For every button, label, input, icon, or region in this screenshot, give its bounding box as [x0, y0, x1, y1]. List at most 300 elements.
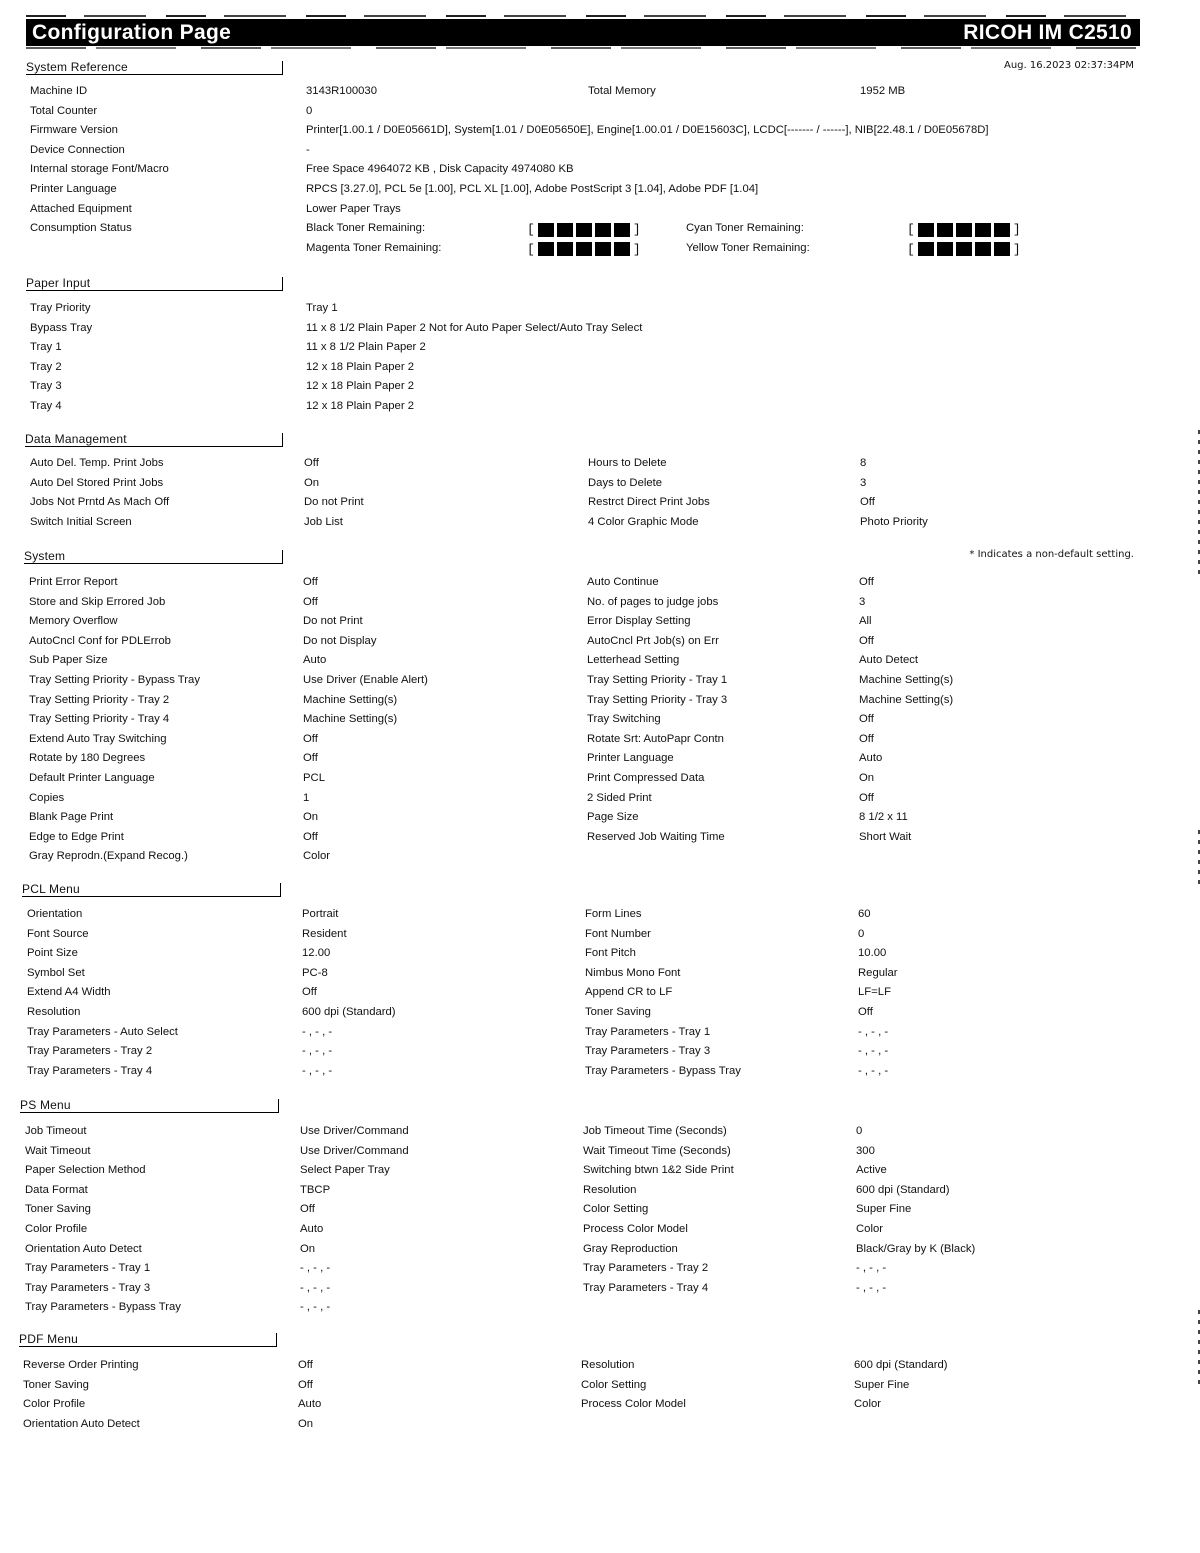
setting-name-2: Page Size	[587, 811, 639, 824]
rows-data-management	[0, 457, 1200, 535]
section-tick	[276, 1333, 277, 1347]
settings-row	[0, 516, 1200, 536]
setting-name: Toner Saving	[23, 1378, 89, 1391]
setting-value: Color	[303, 850, 330, 863]
settings-row	[0, 615, 1200, 635]
setting-value-2: Color	[856, 1222, 883, 1235]
setting-value: Machine Setting(s)	[303, 713, 398, 726]
setting-name-2: Letterhead Setting	[587, 654, 680, 667]
setting-value-2: Off	[859, 732, 874, 745]
section-title: Paper Input	[26, 276, 91, 290]
setting-name: Tray Parameters - Tray 1	[25, 1262, 151, 1275]
setting-name-2: Days to Delete	[588, 476, 663, 489]
toner-level-block	[937, 242, 953, 256]
settings-row	[0, 713, 1200, 733]
setting-value: Lower Paper Trays	[306, 202, 401, 215]
section-underline	[24, 563, 282, 564]
setting-name-2: Color Setting	[581, 1378, 647, 1391]
settings-row	[0, 1184, 1200, 1204]
section-underline	[25, 446, 282, 447]
setting-name-2: 4 Color Graphic Mode	[588, 515, 699, 528]
settings-row	[0, 105, 1200, 125]
settings-row	[0, 85, 1200, 105]
setting-value: 11 x 8 1/2 Plain Paper 2	[306, 341, 426, 354]
setting-value: Resident	[302, 927, 347, 940]
setting-name: Total Counter	[30, 104, 98, 117]
section-system-reference	[0, 58, 1200, 261]
rows-paper-input	[0, 302, 1200, 420]
settings-row	[0, 1282, 1200, 1302]
setting-value: - , - , -	[302, 1045, 333, 1058]
setting-value: On	[303, 811, 319, 824]
scan-artifact-top	[26, 15, 1140, 17]
settings-row	[0, 831, 1200, 851]
yellow-toner-label: Yellow Toner Remaining:	[686, 241, 810, 254]
setting-value: Do not Print	[303, 615, 363, 628]
setting-name-2: Reserved Job Waiting Time	[587, 830, 725, 843]
settings-row	[0, 144, 1200, 164]
gauge-bracket-close: ]	[1012, 241, 1021, 257]
section-tick	[282, 61, 283, 75]
setting-value: Off	[303, 595, 318, 608]
settings-row	[0, 457, 1200, 477]
setting-name: Gray Reprodn.(Expand Recog.)	[29, 850, 188, 863]
setting-value: - , - , -	[300, 1281, 331, 1294]
setting-name-2: No. of pages to judge jobs	[587, 595, 719, 608]
setting-name: Tray Setting Priority - Bypass Tray	[29, 673, 200, 686]
setting-name: Tray Parameters - Tray 3	[25, 1281, 151, 1294]
gauge-bracket-open: [	[907, 241, 915, 257]
setting-name-2: Printer Language	[587, 752, 674, 765]
setting-name: Auto Del Stored Print Jobs	[30, 476, 164, 489]
setting-value: RPCS [3.27.0], PCL 5e [1.00], PCL XL [1.00], Adobe PostScript 3 [1.04], Adobe PDF [1.04]	[306, 182, 759, 195]
section-ps-menu	[0, 1096, 1200, 1321]
setting-value-2: On	[859, 771, 875, 784]
section-tick	[282, 550, 283, 564]
setting-value-2: 1952 MB	[860, 85, 906, 97]
setting-value: Off	[303, 576, 318, 588]
settings-row	[0, 811, 1200, 831]
settings-row	[0, 1125, 1200, 1145]
settings-row	[0, 772, 1200, 792]
setting-value: Use Driver (Enable Alert)	[303, 673, 428, 686]
setting-value-2: Black/Gray by K (Black)	[856, 1242, 976, 1255]
setting-name: Tray Setting Priority - Tray 2	[29, 693, 170, 706]
setting-name: Symbol Set	[27, 966, 85, 979]
setting-name: Memory Overflow	[29, 615, 118, 628]
setting-name: AutoCncl Conf for PDLErrob	[29, 634, 171, 647]
setting-name-2: Font Pitch	[585, 947, 636, 960]
setting-name: Tray Parameters - Auto Select	[27, 1025, 178, 1038]
settings-row	[0, 183, 1200, 203]
setting-name: Point Size	[27, 947, 78, 960]
setting-name: Internal storage Font/Macro	[30, 163, 169, 176]
settings-row	[0, 792, 1200, 812]
gauge-bracket-open: [	[527, 241, 535, 257]
section-title: PCL Menu	[22, 882, 80, 896]
setting-name: Store and Skip Errored Job	[29, 595, 166, 608]
setting-name-2: Process Color Model	[583, 1222, 688, 1235]
setting-name: Default Printer Language	[29, 771, 155, 784]
setting-name-2: Append CR to LF	[585, 986, 673, 999]
setting-value: On	[298, 1417, 314, 1430]
settings-row	[0, 1301, 1200, 1321]
setting-name-2: Gray Reproduction	[583, 1242, 678, 1255]
section-title: PS Menu	[20, 1098, 71, 1112]
section-data-management	[0, 430, 1200, 535]
toner-level-block	[576, 223, 592, 237]
settings-row	[0, 1026, 1200, 1046]
setting-name: Color Profile	[23, 1398, 86, 1411]
setting-name-2: AutoCncl Prt Job(s) on Err	[587, 634, 719, 647]
setting-value: - , - , -	[300, 1301, 331, 1314]
settings-row	[0, 400, 1200, 420]
setting-name: Device Connection	[30, 143, 125, 156]
setting-name-2: Auto Continue	[587, 576, 659, 588]
setting-value-2: Auto Detect	[859, 654, 919, 667]
setting-value: 600 dpi (Standard)	[302, 1005, 396, 1018]
settings-row	[0, 1145, 1200, 1165]
section-title: PDF Menu	[19, 1332, 78, 1346]
setting-value-2: 600 dpi (Standard)	[854, 1359, 948, 1371]
setting-value: Off	[304, 457, 319, 469]
gauge-blocks	[538, 242, 630, 256]
toner-level-block	[614, 223, 630, 237]
toner-level-block	[994, 242, 1010, 256]
settings-row	[0, 908, 1200, 928]
setting-name: Copies	[29, 791, 65, 804]
setting-value: Job List	[304, 515, 343, 528]
setting-value-2: - , - , -	[858, 1064, 889, 1077]
setting-value-2: Machine Setting(s)	[859, 673, 954, 686]
setting-value: Machine Setting(s)	[303, 693, 398, 706]
consumption-label: Consumption Status	[30, 222, 132, 235]
toner-level-block	[614, 242, 630, 256]
setting-value-2: Off	[859, 634, 874, 647]
section-header	[0, 880, 1200, 900]
section-header	[0, 1096, 1200, 1116]
setting-name: Toner Saving	[25, 1203, 91, 1216]
setting-value-2: 10.00	[858, 947, 887, 960]
setting-name-2: Form Lines	[585, 908, 642, 920]
setting-value-2: Off	[859, 576, 874, 588]
setting-value-2: Short Wait	[859, 830, 912, 843]
setting-value: Off	[303, 830, 318, 843]
section-header	[0, 1330, 1200, 1350]
setting-name-2: Tray Parameters - Tray 1	[585, 1025, 711, 1038]
settings-row	[0, 1164, 1200, 1184]
setting-value: Select Paper Tray	[300, 1164, 390, 1177]
section-underline	[26, 74, 282, 75]
setting-value: - , - , -	[300, 1262, 331, 1275]
toner-level-block	[918, 223, 934, 237]
setting-name-2: Tray Parameters - Tray 2	[583, 1262, 709, 1275]
gauge-bracket-close: ]	[1012, 222, 1021, 238]
setting-value: Off	[300, 1203, 315, 1216]
setting-value: 12 x 18 Plain Paper 2	[306, 380, 415, 393]
setting-name-2: Rotate Srt: AutoPapr Contn	[587, 732, 724, 745]
section-tick	[280, 883, 281, 897]
setting-name: Tray 4	[30, 399, 62, 412]
setting-value-2: Off	[858, 1005, 873, 1018]
setting-value-2: 0	[858, 927, 865, 940]
setting-name-2: Tray Setting Priority - Tray 3	[587, 693, 728, 706]
black-toner-gauge	[527, 222, 641, 237]
section-pcl-menu	[0, 880, 1200, 1084]
settings-row	[0, 1006, 1200, 1026]
settings-row	[0, 380, 1200, 400]
settings-row	[0, 733, 1200, 753]
settings-row	[0, 1359, 1200, 1379]
settings-row	[0, 654, 1200, 674]
setting-value: Use Driver/Command	[300, 1144, 409, 1157]
setting-value-2: Color	[854, 1398, 881, 1411]
setting-name: Extend A4 Width	[27, 986, 111, 999]
setting-name-2: Hours to Delete	[588, 457, 667, 469]
section-underline	[22, 896, 280, 897]
magenta-toner-label: Magenta Toner Remaining:	[306, 241, 442, 254]
setting-value-2: Off	[859, 791, 874, 804]
gauge-blocks	[918, 242, 1010, 256]
setting-name: Tray Parameters - Tray 4	[27, 1064, 153, 1077]
toner-level-block	[937, 223, 953, 237]
setting-name: Edge to Edge Print	[29, 830, 124, 843]
section-tick	[282, 433, 283, 447]
settings-row	[0, 1379, 1200, 1399]
setting-value: - , - , -	[302, 1025, 333, 1038]
toner-level-block	[975, 242, 991, 256]
non-default-note: * Indicates a non-default setting.	[969, 549, 1134, 560]
setting-name: Auto Del. Temp. Print Jobs	[30, 457, 164, 469]
setting-name: Orientation Auto Detect	[23, 1417, 140, 1430]
setting-name-2: Tray Switching	[587, 713, 661, 726]
magenta-toner-gauge	[527, 242, 641, 257]
settings-row	[0, 694, 1200, 714]
settings-row	[0, 1262, 1200, 1282]
setting-value: Do not Print	[304, 496, 364, 509]
rows-ps-menu	[0, 1125, 1200, 1321]
setting-value: Auto	[303, 654, 327, 667]
setting-name-2: Tray Setting Priority - Tray 1	[587, 673, 728, 686]
settings-row	[0, 947, 1200, 967]
setting-name-2: Switching btwn 1&2 Side Print	[583, 1164, 734, 1177]
settings-row	[0, 1418, 1200, 1438]
settings-row	[0, 322, 1200, 342]
toner-level-block	[994, 223, 1010, 237]
settings-row	[0, 928, 1200, 948]
setting-value: 12 x 18 Plain Paper 2	[306, 360, 415, 373]
setting-name: Bypass Tray	[30, 321, 93, 334]
setting-name-2: Toner Saving	[585, 1005, 651, 1018]
rows-pcl-menu	[0, 908, 1200, 1084]
toner-level-block	[918, 242, 934, 256]
settings-row	[0, 1398, 1200, 1418]
settings-row	[0, 967, 1200, 987]
setting-value: Off	[298, 1378, 313, 1391]
section-header	[0, 547, 1200, 567]
setting-value: 12 x 18 Plain Paper 2	[306, 399, 415, 412]
setting-value-2: Photo Priority	[860, 515, 928, 528]
consumption-status-row-1	[0, 222, 1200, 242]
gauge-blocks	[918, 223, 1010, 237]
setting-value: - , - , -	[302, 1064, 333, 1077]
setting-value: On	[304, 476, 320, 489]
setting-name: Extend Auto Tray Switching	[29, 732, 167, 745]
toner-level-block	[538, 242, 554, 256]
toner-level-block	[557, 242, 573, 256]
setting-name-2: Tray Parameters - Tray 4	[583, 1281, 709, 1294]
settings-row	[0, 1045, 1200, 1065]
setting-name-2: Process Color Model	[581, 1398, 686, 1411]
setting-value: 3143R100030	[306, 85, 377, 97]
settings-row	[0, 752, 1200, 772]
section-underline	[20, 1112, 278, 1113]
setting-name: Job Timeout	[25, 1125, 87, 1137]
setting-name: Tray Parameters - Tray 2	[27, 1045, 153, 1058]
black-toner-label: Black Toner Remaining:	[306, 222, 426, 235]
gauge-bracket-open: [	[907, 222, 915, 238]
setting-name: Tray Priority	[30, 302, 91, 314]
settings-row	[0, 341, 1200, 361]
cyan-toner-gauge	[907, 222, 1021, 237]
setting-value: PCL	[303, 771, 325, 784]
settings-row	[0, 674, 1200, 694]
setting-value-2: Regular	[858, 966, 898, 979]
section-title: System	[24, 549, 66, 563]
setting-name-2: Color Setting	[583, 1203, 649, 1216]
setting-value-2: 3	[860, 476, 867, 489]
section-system	[0, 547, 1200, 870]
toner-level-block	[595, 223, 611, 237]
setting-name: Firmware Version	[30, 124, 118, 137]
section-tick	[278, 1099, 279, 1113]
setting-value-2: Off	[860, 496, 875, 509]
setting-name: Font Source	[27, 927, 89, 940]
settings-row	[0, 203, 1200, 223]
setting-name-2: Font Number	[585, 927, 651, 940]
cyan-toner-label: Cyan Toner Remaining:	[686, 222, 804, 235]
settings-row	[0, 635, 1200, 655]
section-underline	[19, 1346, 276, 1347]
setting-value-2: 0	[856, 1125, 863, 1137]
setting-name: Paper Selection Method	[25, 1164, 146, 1177]
setting-value: Off	[303, 732, 318, 745]
setting-name: Sub Paper Size	[29, 654, 108, 667]
setting-value-2: - , - , -	[858, 1045, 889, 1058]
setting-name: Color Profile	[25, 1222, 88, 1235]
setting-name: Rotate by 180 Degrees	[29, 752, 146, 765]
section-pdf-menu	[0, 1330, 1200, 1437]
toner-level-block	[956, 223, 972, 237]
page-title: Configuration Page	[32, 20, 232, 44]
setting-value: -	[306, 143, 310, 156]
setting-value-2: - , - , -	[858, 1025, 889, 1038]
gauge-bracket-close: ]	[632, 241, 641, 257]
setting-value: Free Space 4964072 KB , Disk Capacity 4974080 KB	[306, 163, 574, 176]
setting-name: Reverse Order Printing	[23, 1359, 139, 1371]
setting-name-2: 2 Sided Print	[587, 791, 652, 804]
setting-value: On	[300, 1242, 316, 1255]
setting-value-2: Super Fine	[856, 1203, 912, 1216]
rows-system-reference	[0, 85, 1200, 222]
section-tick	[282, 277, 283, 291]
setting-name-2: Error Display Setting	[587, 615, 691, 628]
setting-value-2: 300	[856, 1144, 875, 1157]
setting-value: PC-8	[302, 966, 328, 979]
settings-row	[0, 302, 1200, 322]
setting-value-2: 3	[859, 595, 866, 608]
setting-value: Do not Display	[303, 634, 377, 647]
setting-value-2: Auto	[859, 752, 883, 765]
setting-name: Tray 2	[30, 360, 62, 373]
setting-value-2: Off	[859, 713, 874, 726]
settings-row	[0, 850, 1200, 870]
settings-row	[0, 1243, 1200, 1263]
setting-value: 11 x 8 1/2 Plain Paper 2 Not for Auto Paper Select/Auto Tray Select	[306, 321, 643, 334]
settings-row	[0, 124, 1200, 144]
report-timestamp: Aug. 16.2023 02:37:34PM	[1004, 60, 1134, 71]
setting-value: 0	[306, 104, 313, 117]
setting-name-2: Wait Timeout Time (Seconds)	[583, 1144, 731, 1157]
setting-name: Tray 3	[30, 380, 62, 393]
section-header	[0, 58, 1200, 78]
setting-name: Tray 1	[30, 341, 62, 354]
setting-value-2: 8	[860, 457, 867, 469]
settings-row	[0, 1203, 1200, 1223]
setting-value: 1	[303, 791, 310, 804]
setting-name: Orientation	[27, 908, 83, 920]
setting-name: Wait Timeout	[25, 1144, 91, 1157]
setting-name: Printer Language	[30, 182, 117, 195]
toner-level-block	[975, 223, 991, 237]
setting-value-2: All	[859, 615, 872, 628]
section-header	[0, 274, 1200, 294]
setting-value: Off	[298, 1359, 313, 1371]
gauge-bracket-open: [	[527, 222, 535, 238]
rows-pdf-menu	[0, 1359, 1200, 1437]
settings-row	[0, 496, 1200, 516]
setting-value: TBCP	[300, 1183, 331, 1196]
section-header	[0, 430, 1200, 450]
setting-value: Auto	[298, 1398, 322, 1411]
scan-artifact-bottom	[26, 47, 1140, 49]
setting-value: Portrait	[302, 908, 339, 920]
section-title: System Reference	[26, 60, 128, 74]
setting-value-2: - , - , -	[856, 1281, 887, 1294]
gauge-blocks	[538, 223, 630, 237]
setting-name: Machine ID	[30, 85, 88, 97]
rows-system	[0, 576, 1200, 870]
setting-name: Attached Equipment	[30, 202, 132, 215]
setting-name: Tray Parameters - Bypass Tray	[25, 1301, 181, 1314]
setting-name-2: Job Timeout Time (Seconds)	[583, 1125, 727, 1137]
section-paper-input	[0, 274, 1200, 420]
setting-value: Off	[303, 752, 318, 765]
setting-value-2: 60	[858, 908, 871, 920]
gauge-bracket-close: ]	[632, 222, 641, 238]
toner-level-block	[538, 223, 554, 237]
setting-name: Orientation Auto Detect	[25, 1242, 142, 1255]
setting-name: Switch Initial Screen	[30, 515, 132, 528]
setting-value-2: LF=LF	[858, 986, 891, 999]
toner-level-block	[576, 242, 592, 256]
settings-row	[0, 361, 1200, 381]
setting-value-2: - , - , -	[856, 1262, 887, 1275]
setting-name-2: Tray Parameters - Tray 3	[585, 1045, 711, 1058]
settings-row	[0, 596, 1200, 616]
setting-value-2: 600 dpi (Standard)	[856, 1183, 950, 1196]
settings-row	[0, 1223, 1200, 1243]
